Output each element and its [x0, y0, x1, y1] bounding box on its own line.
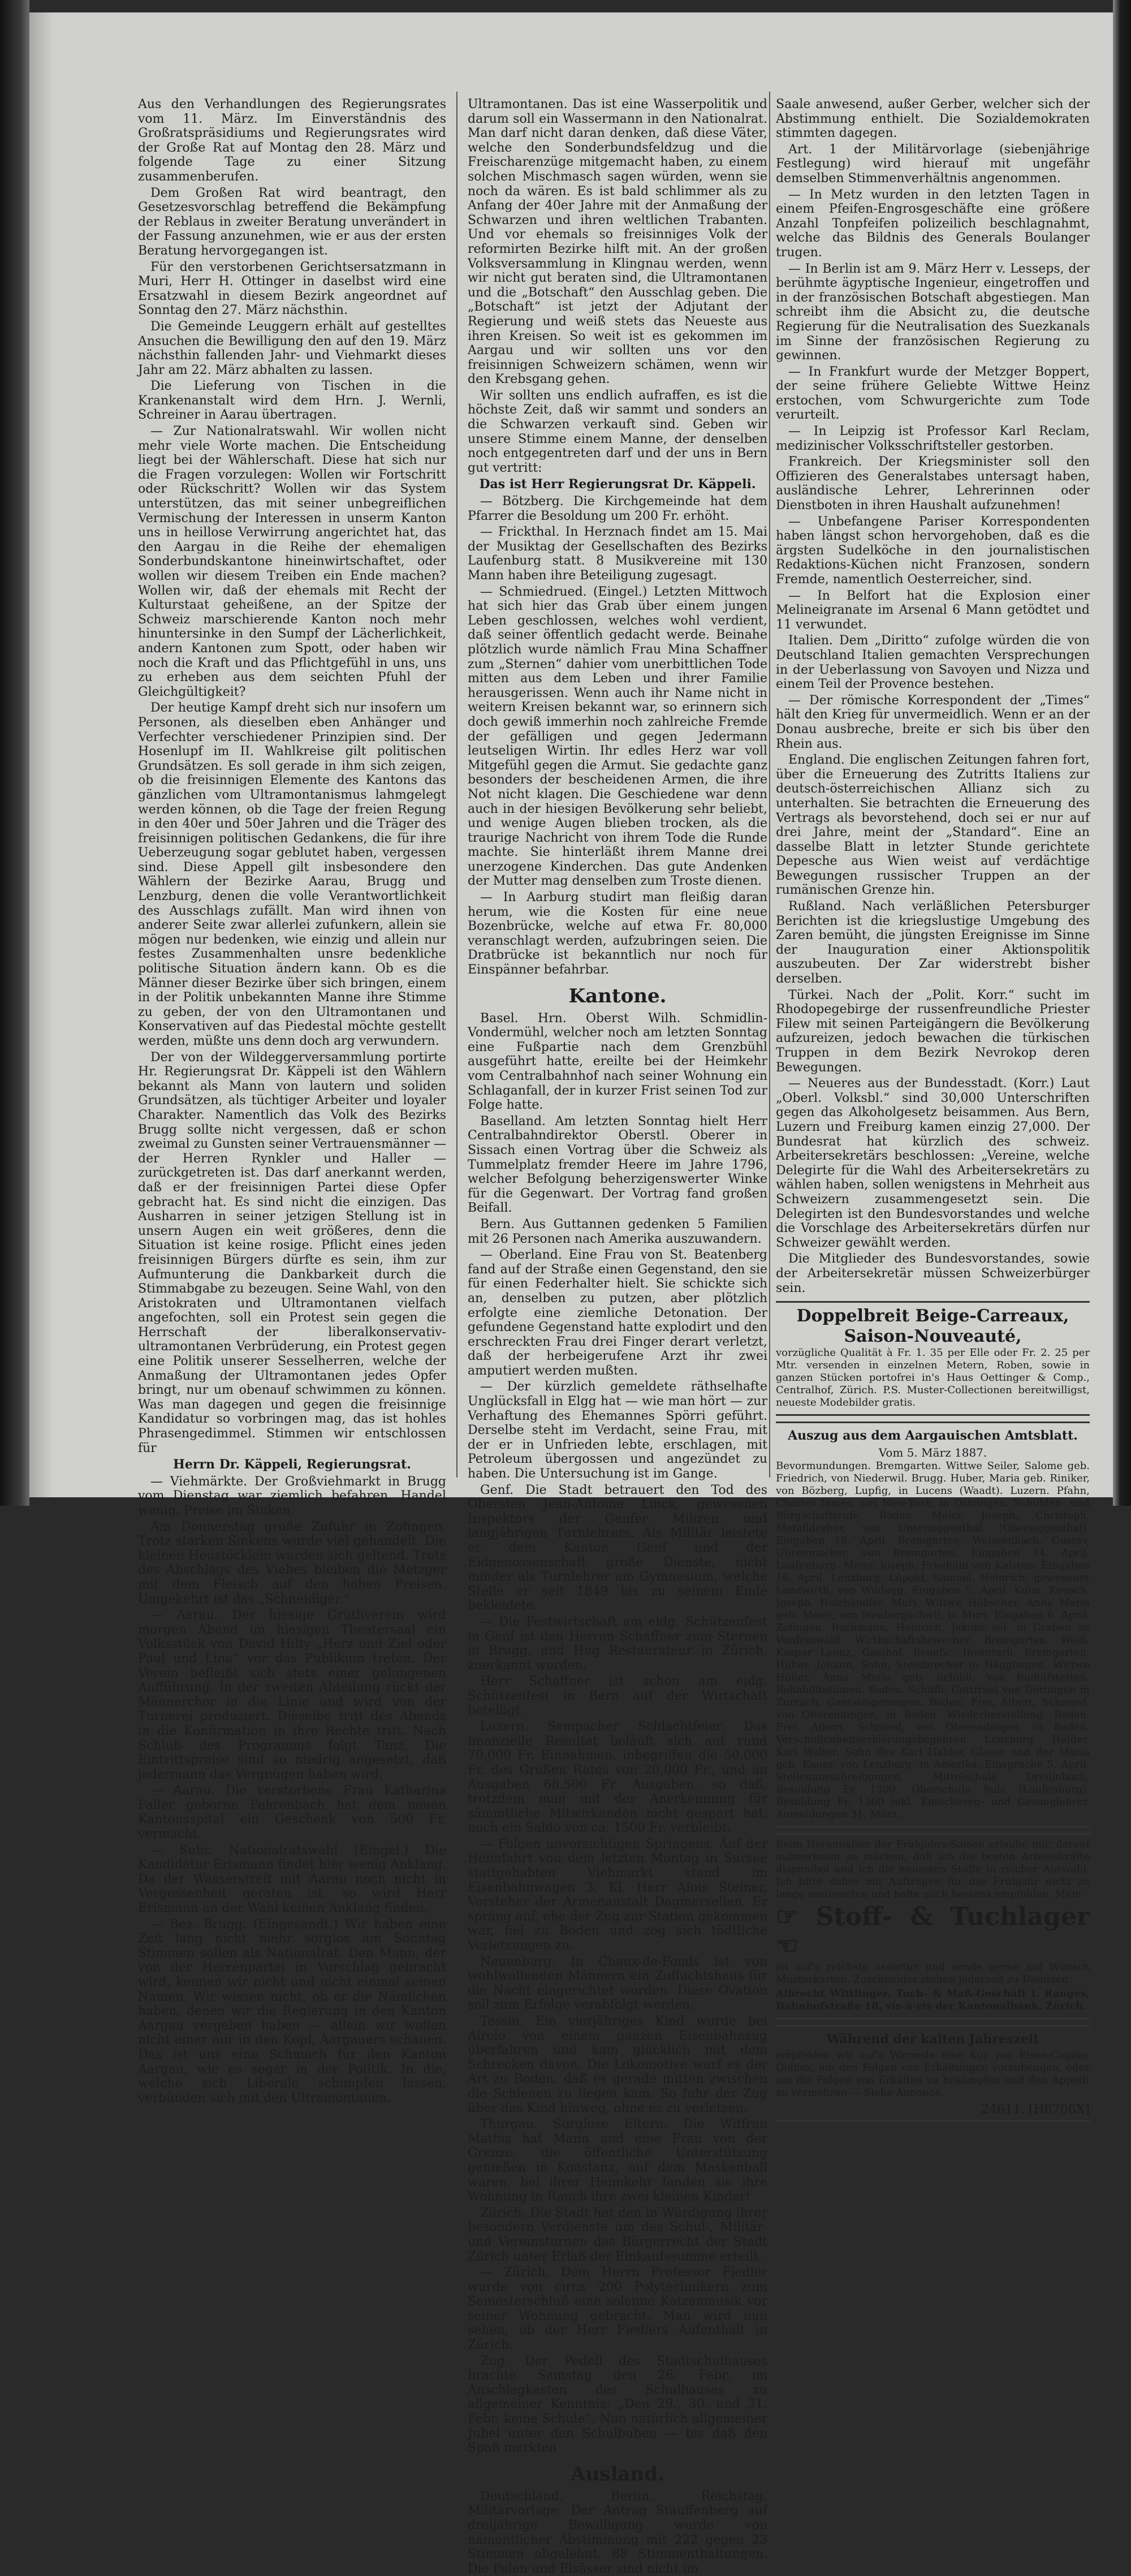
article: Thurgau. Sorglose Eltern. Die Witfrau Mathis hat Mann und eine Frau von der Grenze, die öffentliche Unterstützung genießen in Konstanz, auf dem Maskenball waren, bei ihrer Heimkehr fanden sie ihre Wohnung in Rauch ihre zwei kleinen Kinder! [468, 2117, 767, 2204]
candidate-name: Herrn Dr. Käppeli, Regierungsrat. [173, 1457, 411, 1472]
ad-body: Bevormundungen. Bremgarten. Wittwe Seiler, Salome geb. Friedrich, von Niederwil. Brugg. Huber, Maria geb. Riniker, von Bözberg, Lupfig, in Lucens (Waadt). Luzern. Pfahn, Charles James, aus New-York, in Ostringen. Schulden- und Bürgschaftsrufe. Baden. Meier, Joseph, Christoph, Metalldreher, von Untersiggenthal (Obersiggenthal). Eingaben 16. April. Bremgarten. Weissenbach, Gustav, Uhrenmacher, von Bremgarten. Eingaben 14. April. Laufenburg. Meier, Joseph, Friedolin von Kaisten. Eingaben 16. April. Lenzburg. Lüpold, Samuel, Heinrich, gewesener Landwirth, von Wildegg. Eingaben 5. April. Kulm. Keusch, Joseph, Holzhändler. Muri. Wittwe Hübscher, Anna Maria geb. Meier, von Isenbergschwil, in Muri. Eingaben 6. April. Zofingen. Bachmann, Heinrich, Jakobs sel. in Graben zu Vordemwald. Wirthschaftsbewerber. Bremgarten. Weiß, Kaspar Leonz, Gasthof. Benefic. Inventarii. Bremgarten. Huber, Johann, Sohn, Steinbrecher in Hägglingen. Wittwe Hüßer, Anna Maria geb. Schibli, von Rudolfstetten. Rehabilitationen. Baden. Schiffli, Gottfried von Döttingen in Zurzach. Gantsteigerungen. Baden. Frei, Albert, Schmied, von Oberendingen, in Baden. Wiederherstellung. Baden. Frei, Albert, Schmied, von Oberendingen, in Baden. Verschollenheitserklärungsbegehren. Lenzburg. Halder, Karl Walter, Sohn des Karl Halder, Glaser und der Maria geb. Kauer, von Lenzburg, in Amerika. Einsprache 5. April. Stellenausschreibungen. Mittelschule Dreilinbach, Besoldung Fr. 1300. Oberschule Sulz (Laufenburg). Besoldung Fr. 1300 inkl. Katechesen- und Gesanglehrer. Anmeldungen 31. März. [776, 1460, 1090, 1821]
article: — Aarau. Der hiesige Grütliverein wird morgen Abend im hiesigen Theatersaal ein Volksstück von David Hilty „Herz und Ziel oder Paul und Lina“ vor das Publikum treten. Der Verein befleißt sich stets einer gelungenen Aufführung. In der zweiten Abteilung rückt der Männerchor in die Linie und wird von der Turnerei produziert. Dieselbe tritt des Abends in die Konfirmation in ihre Rechte tritt. Nach Schluß des Programms folgt Tanz. Die Eintrittspreise sind so niedrig angesetzt, daß jedermann das Vergnügen haben wird. [138, 1608, 446, 1782]
advertisement-beige-carreaux [776, 1301, 1090, 1416]
article: — In Belfort hat die Explosion einer Melineigranate im Arsenal 6 Mann getödtet und 11 verwundet. [776, 588, 1090, 632]
article: Die Lieferung von Tischen in die Krankenanstalt wird dem Hrn. J. Wernli, Schreiner in Aarau übertragen. [138, 379, 446, 423]
section-heading-ausland: Ausland. [571, 2462, 664, 2485]
column-rule [769, 92, 770, 1477]
article: Bern. Aus Guttannen gedenken 5 Familien mit 26 Personen nach Amerika auszuwandern. [468, 1217, 767, 1246]
advertisement-stofflager [776, 1833, 1090, 2019]
article: — Bötzberg. Die Kirchgemeinde hat dem Pfarrer die Besoldung um 200 Fr. erhöht. [468, 494, 767, 523]
advertisement-cognac [776, 2025, 1090, 2122]
column-1 [138, 97, 446, 2105]
article: Rußland. Nach verläßlichen Petersburger Berichten ist die kriegslustige Umgebung des Zaren bemüht, die jüngsten Ereignisse im Sinne der Inauguration einer Aktionspolitik auszubeuten. Der Zar widerstrebt bisher derselben. [776, 899, 1090, 987]
article: — In Metz wurden in den letzten Tagen in einem Pfeifen-Engrosgeschäfte eine größere Anzahl Tonpfeifen polizeilich beschlagnahmt, welche das Bildnis des Generals Boulanger trugen. [776, 187, 1090, 260]
scan-border-right [1113, 0, 1131, 1506]
ad-title-text: Stoff- & Tuchlager [815, 1902, 1090, 1932]
article: — In Berlin ist am 9. März Herr v. Lesseps, der berühmte ägyptische Ingenieur, eingetroffen und in der französischen Botschaft abgestiegen. Man schreibt ihm die Absicht zu, die deutsche Regierung für die Neutralisation des Suezkanals im Sinne der französischen Regierung zu gewinnen. [776, 261, 1090, 363]
article: Dem Großen Rat wird beantragt, den Gesetzesvorschlag betreffend die Bekämpfung der Reblaus in zweiter Beratung unverändert in der Fassung anzunehmen, wie er aus der ersten Beratung hervorgegangen ist. [138, 186, 446, 258]
column-2 [468, 97, 767, 2576]
article: Neuenburg. In Chaux-de-Fonds ist von wohlwollenden Männern ein Zufluchtshaus für die Nacht eingerichtet worden. Diese Ovation soll zum Erfolge verabfolgt werden. [468, 1954, 767, 2013]
article: Ultramontanen. Das ist eine Wasserpolitik und darum soll ein Wassermann in den Nationalrat. Man darf nicht daran denken, daß diese Väter, welche den Sonderbundsfeldzug und die Freischarenzüge mitgemacht haben, zu einem solchen Mischmasch sagen würden, wenn sie noch da wären. Es ist bald schlimmer als zu Anfang der 40er Jahre mit der Anmaßung der Schwarzen und ihren weltlichen Trabanten. Und vor ehemals so freisinniges Volk der reformirten Bezirke hilft mit. An der großen Volksversammlung in Klingnau werden, wenn wir nicht gut beraten sind, die Ultramontanen und die „Botschaft“ den Ausschlag geben. Die „Botschaft“ ist jetzt der Adjutant der Regierung und weiß stets das Neueste aus ihren Kreisen. So weit ist es gekommen im Aargau und wir sollten uns vor den freisinnigen Schweizern schämen, wenn wir den Krebsgang gehen. [468, 97, 767, 387]
article: Zug. Der Pedell des Stadtschulhauses brachte Samstag den 26. Febr. im Anschlagkasten des Schulhauses zu allgemeiner Kenntnis: „Den 29., 30. und 31. Febr. keine Schule“. Nun natürlich allgemeiner Jubel unter den Schulbuben — bis daß den Spaß merkten [468, 2354, 767, 2456]
advertisement-amtsblatt [776, 1421, 1090, 1828]
ad-date: Vom 5. März 1887. [878, 1445, 987, 1459]
article: — Bez. Brugg. (Eingesandt.) Wir haben eine Zeit lang nicht mehr sorglos am Sonntag Stimmen sollen als Nationalrat. Den Mann, der von der Herrenpartei in Vorschlag gebracht wird, kennen wir nicht und nicht einmal seinen Namen. Wir wissen nicht, ob er die Nämlichen haben, denen wir die Regierung in den Kanton Aargau vergeben haben — allein wir wollen nicht einer nur in den Kopf, Aargauers schauen. Das ist uns eine Schmach für den Kanton Aargau, wie es sogar in der Politik. In die, welche sich Liberale schimpfen lassen, verbünden sich mit den Ultramontanen. [138, 1917, 446, 2105]
article: Genf. Die Stadt betrauert den Tod des Obersten Jean-Antoine Linck, gewesenen Inspektors der Genfer Milizen und langjährigen Turnlehrers. Als Militär leistete er dem Kanton Genf und der Eidgenossenschaft große Dienste, nicht minder als Turnlehrer am Gymnasium, welche Stelle er seit 1849 bis zu seinem Ende bekleidete. [468, 1483, 767, 1613]
article: — Die Festwirtschaft am eidg. Schützenfest in Genf ist den Herren Schaffner zum Sternen in Brugg, und Hug Restaurateur in Zürich, zuerkannt worden. [468, 1614, 767, 1673]
column-3 [776, 97, 1090, 2117]
article: Luzern. Sempacher Schlachtfeier. Das finanzielle Resultat beläuft sich auf rund 70,000 Fr. Einnahmen, inbegriffen die 50,000 Fr. des Großen Rates von 20,000 Fr., und an Ausgaben 68,500 Fr. Ausgaben, so daß, trotzdem man mit der Anerkennung für sämmtliche Mitwirkenden nicht gespart hat, noch ein Saldo von ca. 1500 Fr. verbleibt. [468, 1720, 767, 1836]
article: Frankreich. Der Kriegsminister soll den Offizieren des Generalstabes untersagt haben, ausländische Lehrer, Lehrerinnen oder Dienstboten in ihren Haushalt aufzunehmen! [776, 455, 1090, 513]
article: Basel. Hrn. Oberst Wilh. Schmidlin-Vondermühl, welcher noch am letzten Sonntag eine Fußpartie nach dem Grenzbühl ausgeführt hatte, ereilte bei der Heimkehr vom Centralbahnhof nach seiner Wohnung ein Schlaganfall, der in kurzer Frist seinen Tod zur Folge hatte. [468, 1011, 767, 1113]
article: Für den verstorbenen Gerichtsersatzmann in Muri, Herr H. Ottinger in daselbst wird eine Ersatzwahl in diesem Bezirk angeordnet auf Sonntag den 27. März nächsthin. [138, 260, 446, 318]
article: — Zur Nationalratswahl. Wir wollen nicht mehr viele Worte machen. Die Entscheidung liegt bei der Wählerschaft. Diese hat sich nur die Fragen vorzulegen: Wollen wir Fortschritt oder Rückschritt? Wollen wir das System unterstützen, das mit seiner unbegreiflichen Vermischung der Interessen in unserm Kanton uns in heillose Verwirrung angerichtet hat, das den Aargau in die Reihe der ehemaligen Sonderbundskantone hineinwirtschaftet, oder wollen wir diesem Treiben ein Ende machen? Wollen wir, daß der ehemals mit Recht der Kulturstaat geheißene, an der Spitze der Schweiz marschierende Kanton noch mehr hinuntersinke in den Sumpf der Lächerlichkeit, andern Kantonen zum Spott, oder haben wir noch die Kraft und das Pflichtgefühl in uns, uns zu erheben aus dem seichten Pfuhl der Gleichgültigkeit? [138, 424, 446, 699]
article: Deutschland. Berlin. Reichstag. Militärvorlage. Der Antrag Stauffenberg auf dreijährige Bewilligung wurde von namentlicher Abstimmung mit 222 gegen 23 Stimmen abgelehnt. 88 Stimmenthaltungen. Die Polen und Elsässer sind nicht im [468, 2489, 767, 2576]
article: Die Mitglieder des Bundesvorstandes, sowie der Arbeitersekretär müssen Schweizerbürger sein. [776, 1252, 1090, 1295]
article: — In Aarburg studirt man fleißig daran herum, wie die Kosten für eine neue Bozenbrücke, welche auf etwa Fr. 80,000 veranschlagt werden, aufzubringen seien. Die Dratbrücke ist bekanntlich nur noch für Einspänner befahrbar. [468, 890, 767, 977]
ad-firm: Albrecht Wittlinger, Tuch- & Maß-Geschäft I. Ranges, Bahnhofstraße 18, vis-à-vis der Kantonalbank, Zürich. [776, 1988, 1090, 2013]
article: Am Donnerstag große Zufuhr in Zofingen. Trotz starken Sinkens wurde viel gehandelt. Die kleinen Heustöcklein wurden sich geltend. Trotz des Abschlags des Viehes bleiben die Metzger mit dem Fleisch auf den hohen Preisen. Umgekehrt ist das „Schneidiger.“ [138, 1519, 446, 1606]
ad-title: Auszug aus dem Aargauischen Amtsblatt. [788, 1428, 1078, 1444]
article: Türkei. Nach der „Polit. Korr.“ sucht im Rhodopegebirge der russenfreundliche Priester Filew mit seinen Parteigängern die Bevölkerung aufzureizen, jedoch bewachen die türkischen Truppen in dem Bezirk Nevrokop deren Bewegungen. [776, 988, 1090, 1075]
ad-body: empfehlen wir auf's Wärmste eine Kur von Eisen-Cognac Golliez, um den Folgen von Erkältungen vorzubeugen, oder um die Folgen von Erkälten zu bekämpfen und den Appetit zu vermehren — Siehe Annonce. [776, 2049, 1090, 2099]
article: — In Frankfurt wurde der Metzger Boppert, der seine frühere Geliebte Wittwe Heinz erstochen, vom Schwurgerichte zum Tode verurteilt. [776, 364, 1090, 423]
ad-body: vorzügliche Qualität à Fr. 1. 35 per Elle oder Fr. 2. 25 per Mtr. versenden in einzelnen Metern, Roben, sowie in ganzen Stücken portofrei in's Haus Oettinger & Comp., Centralhof, Zürich. P.S. Muster-Collectionen bereitwilligst, neueste Modebilder gratis. [776, 1347, 1090, 1409]
newspaper-page [29, 12, 1113, 2576]
page-gutter [29, 12, 53, 1497]
article: Zürich. Die Stadt hat den in Würdigung ihrer besondern Verdienste um das Schul-, Militär- und Vereinsturnen das Bürgerrecht der Stadt Zürich unter Erlaß der Einkaufssumme erteilt. [468, 2205, 767, 2264]
article: Die Gemeinde Leuggern erhält auf gestelltes Ansuchen die Bewilligung den auf den 19. März nächsthin fallenden Jahr- und Viehmarkt dieses Jahr am 22. März abhalten zu lassen. [138, 319, 446, 377]
ad-intro: Beim Herannahen der Frühjahrs-Saison erlaube mir, darauf aufmerksam zu machen, daß ich die besten Arbeitskräfte disponibel und ich die neuesten Stoffe in reicher Auswahl. Ich bitte daher mit Aufträgen für das Frühjahr nicht zu lange zuzuwarten und halte mich bestens empfohlen. Mein [776, 1838, 1090, 1901]
article: England. Die englischen Zeitungen fahren fort, über die Erneuerung des Zutritts Italiens zur deutsch-österreichischen Allianz sich zu unterhalten. Sie betrachten die Erneuerung des Vertrags als bevorstehend, doch sei er nur auf drei Jahre, meint der „Standard“. Eine an dasselbe Blatt in letzter Stunde gerichtete Depesche aus Wien weist auf verdächtige Bewegungen russischer Truppen an der rumänischen Grenze hin. [776, 753, 1090, 898]
article: — Der kürzlich gemeldete räthselhafte Unglücksfall in Elgg hat — wie man hört — zur Verhaftung des Ehemannes Spörri geführt. Derselbe steht im Verdacht, seine Frau, mit der er in Unfrieden lebte, erschlagen, mit Petroleum übergossen und angezündet zu haben. Die Untersuchung ist im Gange. [468, 1380, 767, 1481]
article: Wir sollten uns endlich aufraffen, es ist die höchste Zeit, daß wir sammt und sonders an die Schwarzen verkauft sind. Geben wir unsere Stimme einem Manne, der denselben noch entgegentreten darf und der uns in Bern gut vertritt: [468, 388, 767, 475]
article: Art. 1 der Militärvorlage (siebenjährige Festlegung) wird hierauf mit ungefähr demselben Stimmenverhältnis angenommen. [776, 142, 1090, 186]
article: Saale anwesend, außer Gerber, welcher sich der Abstimmung enthielt. Die Sozialdemokraten stimmten dagegen. [776, 97, 1090, 141]
article: — Suhr. Nationalratswahl (Eingel.) Die Kandidatur Erismann findet hier wenig Anklang. Da der Wasserstreit mit Aarau noch nicht in Vergessenheit geraten ist, so wird Herr Erismann an der Wahl keinen Anklang finden. [138, 1843, 446, 1916]
candidate-name: Das ist Herr Regierungsrat Dr. Käppeli. [479, 477, 756, 492]
article: Tessin. Ein vierjähriges Kind wurde bei Airolo von einem ganzen Eisenbahnzug überfahren und kam glücklich mit dem Schrecken davon. Die Lokomotive warf es der Art zu Boden, daß es gerade mitten zwischen die Schienen zu liegen kam. So fuhr der Zug über das Kind hinweg, ohne es zu verletzen. [468, 2014, 767, 2116]
article: Herr Schaffner ist schon am eidg. Schützenfest in Bern auf der Wirtschaft beteiligt. [468, 1674, 767, 1718]
ad-body: ist auf's reichste assortirt und sende gerne auf Wunsch Musterkarten. Zuschneider stehen jederzeit zu Diensten. [776, 1961, 1090, 1986]
article: — In Leipzig ist Professor Karl Reclam, medizinischer Volksschriftsteller gestorben. [776, 424, 1090, 453]
article: — Zürich. Dem Herrn Professor Fiedler wurde von circa 200 Polytechnikern zum Semesterschluß eine solenne Katzenmusik vor seiner Wohnung gebracht. Man wird nun sehen, ob der Herr Fiedlers Aufenthalt in Zürich. [468, 2265, 767, 2353]
article: — Der römische Korrespondent der „Times“ hält den Krieg für unvermeidlich. Wenn er an der Donau ausbreche, breite er sich bis über den Rhein aus. [776, 693, 1090, 751]
article: — Schmiedrued. (Eingel.) Letzten Mittwoch hat sich hier das Grab über einem jungen Leben geschlossen, welches wohl verdient, daß seiner öffentlich gedacht werde. Beinahe plötzlich wurde nämlich Frau Mina Schaffner zum „Sternen“ dahier vom unerbittlichen Tode mitten aus dem Leben und ihrer Familie herausgerissen. Wenn auch ihr Name nicht in weitern Kreisen bekannt war, so erinnern sich doch gewiß immerhin noch zahlreiche Fremde der gefälligen und gegen Jedermann leutseligen Wirtin. Ihr edles Herz war voll Mitgefühl gegen die Armut. Sie gedachte ganz besonders der bescheidenen Armen, die ihre Not nicht klagen. Die Geschiedene war denn auch in der hiesigen Bevölkerung sehr beliebt, und wenige Augen blieben trocken, als die traurige Nachricht von ihrem Tode die Runde machte. Sie hinterläßt ihrem Manne drei unerzogene Kinderchen. Das gute Andenken der Mutter mag denselben zum Troste dienen. [468, 584, 767, 889]
article: Aus den Verhandlungen des Regierungsrates vom 11. März. Im Einverständnis des Großratspräsidiums und Regierungsrates wird der Große Rat auf Montag den 28. März und folgende Tage zu einer Sitzung zusammenberufen. [138, 97, 446, 184]
ad-code: 24611. [H8706X] [981, 2102, 1090, 2117]
article: — Oberland. Eine Frau von St. Beatenberg fand auf der Straße einen Gegenstand, den sie für einen Federhalter hielt. Sie schickte sich an, denselben zu putzen, aber plötzlich erfolgte eine ziemliche Detonation. Der gefundene Gegenstand hatte explodirt und den erschreckten Frau drei Finger derart verletzt, daß der herbeigerufene Arzt ihr zwei amputiert werden mußten. [468, 1248, 767, 1378]
column-rule [456, 92, 457, 1477]
ad-title: Während der kalten Jahreszeit [826, 2032, 1039, 2047]
ad-title: Doppelbreit Beige-Carreaux, Saison-Nouveauté, [796, 1306, 1069, 1347]
article: — Frickthal. In Herznach findet am 15. Mai der Musiktag der Gesellschaften des Bezirks Laufenburg statt. 8 Musikvereine mit 130 Mann haben ihre Beteiligung zugesagt. [468, 525, 767, 583]
article: — Unbefangene Pariser Korrespondenten haben längst schon hervorgehoben, daß es die ärgsten Sudelköche in den journalistischen Redaktions-Küchen nicht Franzosen, sondern Fremde, namentlich Oesterreicher, sind. [776, 514, 1090, 587]
article: — Folgen unvorsichtigen Springens. Auf der Heimfahrt von dem letzten Montag in Sursee stattgehabten Viehmarkt stand im Eisenbahnwagen 3. Kl. Herr Alois Steiner, Vorsteher der Armenanstalt Dagmersellen. Er sprang auf, ehe der Zug zur Station gekommen war, fiel zu Boden und zog sich tödtliche Verletzungen zu. [468, 1837, 767, 1953]
ad-title: ☞ Stoff- & Tuchlager ☜ [776, 1902, 1090, 1961]
article: Baselland. Am letzten Sonntag hielt Herr Centralbahndirektor Oberstl. Oberer in Sissach einen Vortrag über die Schweiz als Tummelplatz fremder Heere im Jahre 1796, welcher Befolgung beherzigenswerter Winke für die Gegenwart. Der Vortrag fand großen Beifall. [468, 1114, 767, 1216]
article: Italien. Dem „Diritto“ zufolge würden die von Deutschland Italien gemachten Versprechungen in der Ueberlassung von Savoyen und Nizza und einem Teil der Provence bestehen. [776, 634, 1090, 692]
article: — Viehmärkte. Der Großviehmarkt in Brugg vom Dienstag war ziemlich befahren. Handel wenig, Preise im Sinken. [138, 1474, 446, 1518]
section-heading-kantone: Kantone. [568, 984, 667, 1007]
article: — Aarau. Die verstorbene Frau Katharina Faller geborne Fehrenbach hat dem neuen Kantonsspital ein Geschenk von 500 Fr. vermacht. [138, 1784, 446, 1842]
article: Der von der Wildeggerversammlung portirte Hr. Regierungsrat Dr. Käppeli ist den Wählern bekannt als Mann von lautern und soliden Grundsätzen, als tüchtiger Arbeiter und loyaler Charakter. Namentlich das Volk des Bezirks Brugg sollte nicht vergessen, daß er schon zweimal zu Gunsten seiner Vertrauensmänner — der Herren Rynkler und Haller — zurückgetreten ist. Das darf anerkannt werden, daß er der freisinnigen Partei diese Opfer gebracht hat. Es sind nicht die einzigen. Das Ausharren in seiner jetzigen Stellung ist in unsern Augen ein weit größeres, denn die Situation ist keine rosige. Pflicht eines jeden freisinnigen Bürgers dürfte es sein, ihm zur Aufmunterung die Dankbarkeit durch die Stimmabgabe zu bezeugen. Seine Wahl, von den Aristokraten und Ultramontanen vielfach angefochten, soll ein Protest sein gegen die Herrschaft der liberalkonservativ-ultramontanen Verbrüderung, ein Protest gegen eine Politik unserer Sesselherren, welche der Anmaßung der Ultramontanen jedes Opfer bringt, nur um obenauf schwimmen zu können. Was man dagegen und gegen die freisinnige Kandidatur so vorbringen mag, das ist hohles Phrasengedimmel. Stimmen wir entschlossen für [138, 1050, 446, 1455]
article: Der heutige Kampf dreht sich nur insofern um Personen, als dieselben eben Anhänger und Verfechter verschiedener Prinzipien sind. Der Hosenlupf im II. Wahlkreise gilt politischen Grundsätzen. Es soll gerade in ihm sich zeigen, ob die freisinnigen Elemente des Kantons das gänzlichen vom Ultramontanismus lahmgelegt werden können, ob die Tage der freien Regung in den 40er und 50er Jahren und die Träger des freisinnigen politischen Gedankens, die für ihre Ueberzeugung sogar geblutet haben, vergessen sind. Diese Appell gilt insbesondere den Wählern der Bezirke Aarau, Brugg und Lenzburg, denen die volle Verantwortlichkeit des Ausschlags zufällt. Man wird ihnen von anderer Seite zwar allerlei zufunkern, allein sie mögen nur bedenken, wie einzig und allein nur festes Zusammenhalten unsre bedenkliche politische Situation ändern kann. Ob es die Männer dieser Bezirke über sich bringen, einem in der Politik unbekannten Manne ihre Stimme zu geben, der von den Ultramontanen und Konservativen auf das Piedestal möchte gestellt werden, müßte uns denn doch arg verwundern. [138, 701, 446, 1048]
article: — Neueres aus der Bundesstadt. (Korr.) Laut „Oberl. Volksbl.“ sind 30,000 Unterschriften gegen das Alkoholgesetz beisammen. Aus Bern, Luzern und Freiburg kamen einzig 27,000. Der Bundesrat hat kürzlich des schweiz. Arbeitersekretärs beschlossen: „Vereine, welche Delegirte für die Wahl des Arbeitersekretärs zu wählen haben, sollen wenigstens in Mehrheit aus Schweizern zusammengesetzt sein. Die Delegirten ist den Bundesvorstandes und welche die Vorschlage des Arbeitersekretärs dürfen nur Schweizer gewählt werden. [776, 1076, 1090, 1250]
scan-border-left [0, 0, 29, 1506]
